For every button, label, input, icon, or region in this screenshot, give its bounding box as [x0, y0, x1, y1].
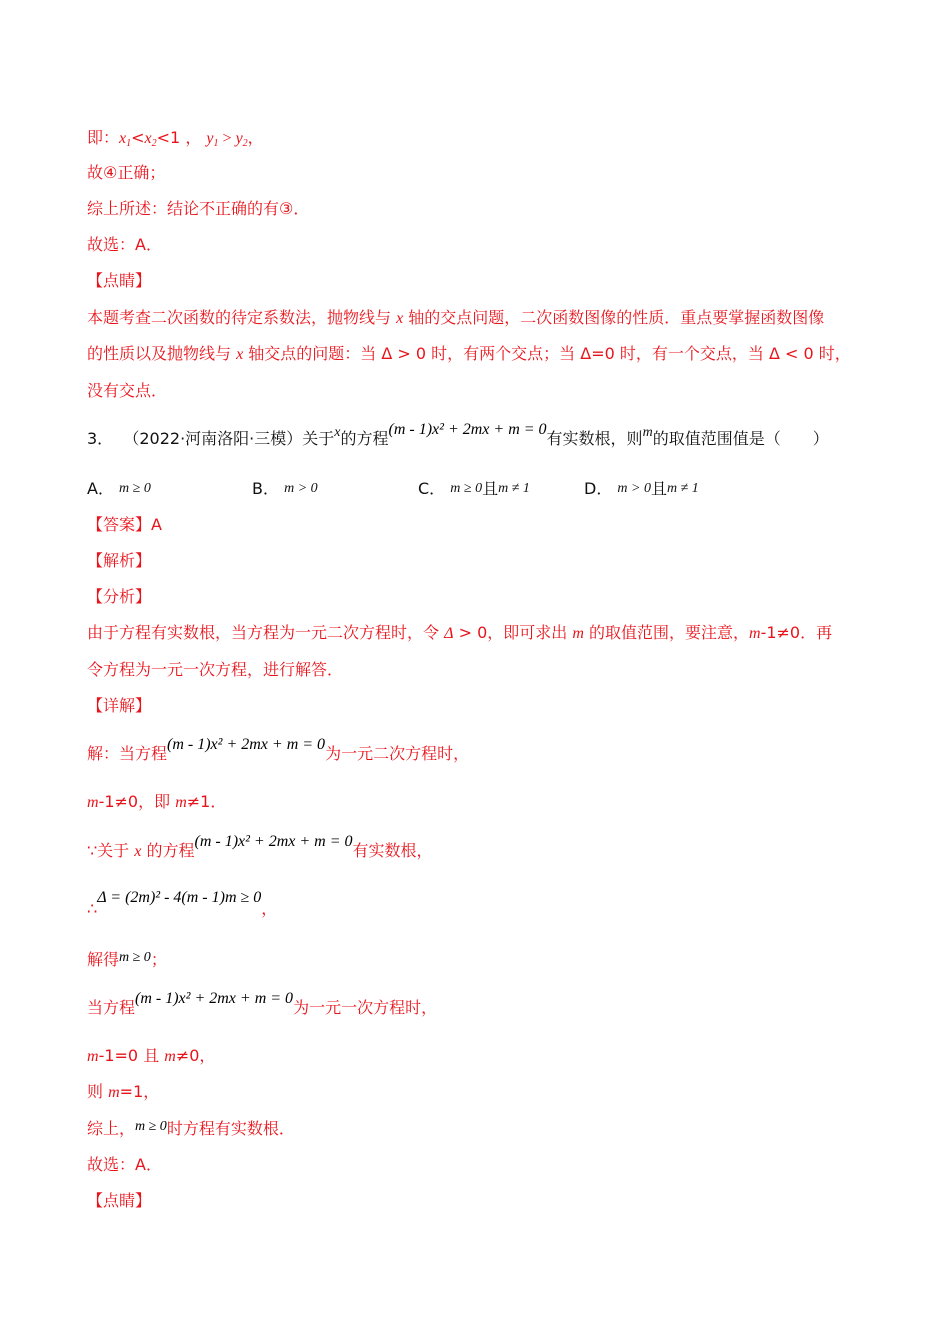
text: > 0，即可求出: [453, 623, 573, 642]
math-var: m: [642, 425, 653, 440]
math-var: m: [164, 1048, 176, 1065]
math-var: m: [572, 625, 584, 642]
option-b: [252, 478, 318, 502]
conclusion-line-3: 综上所述：结论不正确的有③．: [87, 199, 310, 218]
text: >: [218, 130, 236, 147]
equation: (m - 1)x² + 2mx + m = 0: [135, 990, 294, 1007]
text: 解：当方程: [87, 744, 168, 763]
text: -1=0 且: [98, 1046, 165, 1065]
jiexi-heading: 【解析】: [87, 551, 152, 570]
conclusion-line-4: 故选：A．: [87, 235, 162, 254]
option-expr: m ≠ 1: [498, 481, 530, 496]
text: <1 ，: [156, 128, 202, 147]
text: 的性质以及抛物线与: [87, 344, 237, 363]
text: 为一元一次方程时，: [293, 998, 438, 1017]
math-var: m: [87, 794, 99, 811]
math-var: x: [134, 843, 142, 860]
question-source: （2022·河南洛阳·三模）关于: [123, 429, 335, 448]
option-c: [418, 478, 530, 502]
text: 的取值范围值是（ ）: [652, 429, 829, 448]
text: 则: [87, 1082, 109, 1101]
text: 且: [650, 479, 667, 498]
option-expr: m ≥ 0: [119, 481, 151, 496]
solution-line-8: [87, 1081, 159, 1104]
subscript: 1: [126, 138, 132, 149]
text: ∵关于: [87, 841, 135, 860]
text: 轴交点的问题：当 Δ > 0 时，有两个交点；当 Δ=0 时，有一个交点，当 Δ < 0 时，: [243, 344, 851, 363]
math-var: x: [396, 310, 404, 327]
text: 综上，: [87, 1119, 136, 1138]
solution-line-3: [87, 833, 433, 863]
text: ≠0，: [175, 1046, 216, 1065]
option-a: [87, 478, 151, 502]
xiangjie-heading: 【详解】: [87, 696, 152, 715]
text: 为一元二次方程时，: [325, 744, 470, 763]
text: <: [131, 128, 145, 147]
text: 解得: [87, 950, 120, 969]
text: 轴的交点问题，二次函数图像的性质．重点要掌握函数图像: [403, 308, 825, 327]
text: =1，: [119, 1082, 160, 1101]
text: ≠1．: [186, 792, 227, 811]
option-label: D．: [584, 479, 613, 498]
option-label: C．: [418, 479, 446, 498]
solution-line-9: [87, 1118, 295, 1142]
math-var: x: [119, 130, 127, 147]
option-expr: m > 0: [284, 481, 318, 496]
solution-line-4: [87, 889, 278, 921]
dianjing-paragraph-line-3: 没有交点．: [87, 381, 168, 400]
question-3: [87, 421, 829, 452]
solution-line-7: [87, 1045, 215, 1068]
math-var: m: [108, 1084, 120, 1101]
text: 由于方程有实数根，当方程为一元二次方程时，令: [87, 623, 445, 642]
solution-line-2: [87, 791, 226, 814]
dianjing-heading-1: 【点睛】: [87, 271, 152, 290]
dianjing-paragraph-line-1: [87, 307, 824, 330]
question-equation: (m - 1)x² + 2mx + m = 0: [388, 421, 547, 438]
math-var: x: [334, 425, 341, 440]
math-var: x: [144, 130, 152, 147]
dianjing-paragraph-line-2: [87, 343, 851, 366]
equation: (m - 1)x² + 2mx + m = 0: [167, 736, 326, 753]
text: 的方程: [340, 429, 389, 448]
conclusion-line-1: [87, 127, 264, 155]
text: 的取值范围，要注意，: [583, 623, 749, 642]
text: ，: [247, 128, 264, 147]
therefore-symbol: ∴: [87, 899, 98, 918]
text: 且: [482, 479, 499, 498]
conclusion-line-2: 故④正确；: [87, 163, 166, 182]
equation: (m - 1)x² + 2mx + m = 0: [194, 833, 353, 850]
subscript: 2: [242, 138, 248, 149]
solution-line-5: [87, 949, 167, 973]
analysis-line-2: 令方程为一元一次方程，进行解答．: [87, 660, 344, 679]
equation: Δ = (2m)² - 4(m - 1)m ≥ 0: [97, 889, 262, 906]
math-var: y: [235, 130, 243, 147]
text: 的方程: [141, 841, 195, 860]
fenxi-heading: 【分析】: [87, 587, 152, 606]
option-expr: m ≥ 0: [450, 481, 483, 496]
math-var: m: [749, 625, 761, 642]
solution-line-10: 故选：A．: [87, 1155, 162, 1174]
analysis-line-1: [87, 622, 832, 645]
solution-line-6: [87, 990, 438, 1020]
text: -1≠0．再: [760, 623, 833, 642]
text: 本题考查二次函数的待定系数法，抛物线与: [87, 308, 397, 327]
text: ，: [261, 899, 278, 918]
math-var: m: [87, 1048, 99, 1065]
subscript: 1: [213, 138, 219, 149]
dianjing-heading-2: 【点睛】: [87, 1191, 152, 1210]
text: 有实数根，则: [546, 429, 643, 448]
text: 即：: [87, 128, 120, 147]
answer-line: 【答案】A: [87, 515, 162, 534]
option-expr: m > 0: [617, 481, 651, 496]
option-label: B．: [252, 479, 279, 498]
math-var: Δ: [444, 625, 454, 642]
math-var: x: [236, 346, 244, 363]
equation: m ≥ 0: [135, 1119, 167, 1134]
solution-line-1: [87, 736, 470, 766]
text: 有实数根，: [352, 841, 433, 860]
option-expr: m ≠ 1: [667, 481, 699, 496]
text: 时方程有实数根．: [166, 1119, 295, 1138]
equation: m ≥ 0: [119, 950, 151, 965]
subscript: 2: [151, 138, 157, 149]
text: ；: [150, 950, 167, 969]
text: -1≠0，即: [98, 792, 176, 811]
option-d: [584, 478, 699, 502]
option-label: A．: [87, 479, 114, 498]
question-number: 3．: [87, 429, 114, 448]
text: 当方程: [87, 998, 136, 1017]
math-var: y: [206, 130, 214, 147]
math-var: m: [175, 794, 187, 811]
